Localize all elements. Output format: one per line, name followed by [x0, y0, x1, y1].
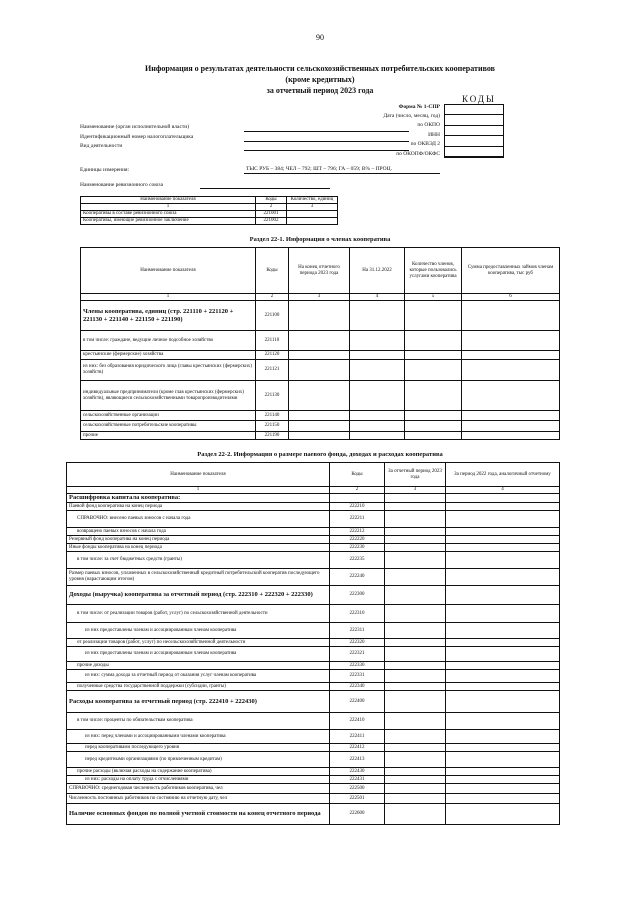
- row-code: 222430: [330, 768, 385, 776]
- value-cell[interactable]: [385, 730, 446, 744]
- value-cell[interactable]: [350, 331, 405, 351]
- table-row: [67, 804, 560, 825]
- row-code: 222240: [330, 569, 385, 586]
- row-code: 222211: [330, 511, 385, 528]
- row-code: 221110: [256, 331, 289, 351]
- value-cell[interactable]: [446, 639, 560, 647]
- row-name: из них: перед членами и ассоциированными членами кооператива: [67, 730, 330, 744]
- table-row: [81, 360, 560, 381]
- row-code: 222311: [330, 623, 385, 639]
- table-row: [67, 639, 560, 647]
- row-code: 222412: [330, 744, 385, 752]
- row-name: сельскохозяйственные организации: [81, 411, 256, 421]
- row-name: СПРАВОЧНО: внесено паевых взносов с начала года: [67, 511, 330, 528]
- value-cell[interactable]: [446, 768, 560, 776]
- row-name: индивидуальные предприниматели (кроме глав крестьянских (фермерских) хозяйств), являющиеся сельскохозяйственными товаропроизводителями: [81, 381, 256, 411]
- fund-col-num: 4: [446, 487, 560, 494]
- value-cell[interactable]: [385, 544, 446, 552]
- section-1-title: Раздел 22-1. Информация о членах кооператива: [249, 236, 391, 243]
- units-underline: [244, 173, 440, 174]
- value-cell[interactable]: [385, 569, 446, 586]
- row-name: Размер паевых взносов, уплаченных в сельскохозяйственный кредитный потребительский кооператив последующего уровня (нарастающим итогом): [67, 569, 330, 586]
- row-name: крестьянские (фермерские) хозяйства: [81, 351, 256, 360]
- table-row: [81, 331, 560, 351]
- value-cell[interactable]: [446, 586, 560, 605]
- table-row: [67, 544, 560, 552]
- row-name: СПРАВОЧНО: среднегодовая численность работников кооператива, чел: [67, 784, 330, 794]
- union-table-header-name: Наименование показателя: [81, 197, 256, 204]
- table-row: [67, 776, 560, 784]
- value-cell[interactable]: [405, 351, 462, 360]
- row-name: перед кооперативами последующего уровня: [67, 744, 330, 752]
- table-row: [81, 211, 338, 218]
- table-row: [81, 351, 560, 360]
- value-cell[interactable]: [405, 331, 462, 351]
- table-row: [81, 432, 560, 440]
- row-name: Кооперативы, имеющие ревизионное заключение: [81, 218, 256, 225]
- value-cell[interactable]: [405, 432, 462, 440]
- table-row: [67, 794, 560, 804]
- value-cell[interactable]: [405, 381, 462, 411]
- row-code: 222310: [330, 605, 385, 623]
- value-cell[interactable]: [385, 536, 446, 544]
- value-cell[interactable]: [289, 331, 350, 351]
- row-name: из них: без образования юридического лица (главы крестьянских (фермерских) хозяйств): [81, 360, 256, 381]
- row-code: 221140: [256, 411, 289, 421]
- row-name: Иные фонды кооператива на конец периода: [67, 544, 330, 552]
- title-line-1: Информация о результатах деятельности сельскохозяйственных потребительских кооперативов: [145, 64, 495, 73]
- row-code: 221120: [256, 351, 289, 360]
- codes-header: КОДЫ: [462, 94, 496, 104]
- fund-header-current: За отчетный период 2023 года: [385, 463, 446, 487]
- value-cell[interactable]: [446, 511, 560, 528]
- row-name: в том числе: проценты по обязательствам кооператива: [67, 713, 330, 730]
- value-cell[interactable]: [287, 211, 338, 218]
- value-cell[interactable]: [462, 411, 560, 421]
- value-cell[interactable]: [350, 360, 405, 381]
- value-cell[interactable]: [385, 752, 446, 768]
- row-name: Члены кооператива, единиц (стр. 221110 + 221120 + 221130 + 221140 + 221150 + 221190): [81, 301, 256, 331]
- table-row: [81, 421, 560, 432]
- row-code: 222600: [330, 804, 385, 825]
- row-name: Паевой фонд кооператива на конец периода: [67, 503, 330, 511]
- row-code: 222331: [330, 670, 385, 683]
- members-col-num: 1: [81, 294, 256, 301]
- value-cell[interactable]: [350, 421, 405, 432]
- value-cell[interactable]: [385, 511, 446, 528]
- row-name: из них предоставлены членам и ассоциированным членам кооператива: [67, 647, 330, 662]
- value-cell[interactable]: [446, 730, 560, 744]
- table-row: [67, 744, 560, 752]
- union-table-header-count: Количество, единиц: [287, 197, 338, 204]
- row-code: 222212: [330, 528, 385, 536]
- members-col-num: 5: [405, 294, 462, 301]
- okved-label: по ОКВЭД 2: [410, 141, 440, 147]
- org-name-label: Наименование (орган исполнительной власти): [80, 124, 190, 130]
- members-col-num: 6: [462, 294, 560, 301]
- tax-id-field[interactable]: [244, 141, 409, 142]
- value-cell[interactable]: [446, 569, 560, 586]
- union-label: Наименование ревизионного союза: [80, 182, 164, 188]
- value-cell[interactable]: [385, 784, 446, 794]
- union-field[interactable]: [200, 188, 330, 189]
- value-cell[interactable]: [446, 794, 560, 804]
- row-code: 222340: [330, 683, 385, 691]
- table-row: [81, 218, 338, 225]
- value-cell[interactable]: [446, 605, 560, 623]
- table-row: [67, 752, 560, 768]
- row-name: перед кредитными организациями (по привлеченным кредитам): [67, 752, 330, 768]
- value-cell[interactable]: [350, 381, 405, 411]
- row-name: Резервный фонд кооператива на конец периода: [67, 536, 330, 544]
- value-cell[interactable]: [446, 670, 560, 683]
- row-code: 222220: [330, 536, 385, 544]
- value-cell[interactable]: [385, 683, 446, 691]
- row-code: 221121: [256, 360, 289, 381]
- value-cell[interactable]: [385, 804, 446, 825]
- table-row: [81, 301, 560, 331]
- value-cell[interactable]: [385, 586, 446, 605]
- value-cell[interactable]: [385, 776, 446, 784]
- row-code: 222321: [330, 647, 385, 662]
- inn-label: ИНН: [428, 132, 440, 138]
- table-row: [67, 528, 560, 536]
- table-row: [67, 713, 560, 730]
- title-line-3: за отчетный период 2023 года: [266, 86, 374, 95]
- union-table-num: 1: [81, 204, 256, 211]
- row-code: 222413: [330, 752, 385, 768]
- value-cell[interactable]: [446, 647, 560, 662]
- members-header-name: Наименование показателя: [81, 248, 256, 294]
- row-code: 222300: [330, 586, 385, 605]
- value-cell[interactable]: [446, 752, 560, 768]
- row-name: полученные средства государственной поддержки (субсидии, гранты): [67, 683, 330, 691]
- members-table: [80, 247, 560, 440]
- table-row: [67, 691, 560, 713]
- value-cell[interactable]: [462, 351, 560, 360]
- value-cell[interactable]: [289, 411, 350, 421]
- title-line-2: (кроме кредитных): [285, 75, 355, 84]
- value-cell[interactable]: [446, 536, 560, 544]
- value-cell[interactable]: [385, 623, 446, 639]
- table-row: [67, 784, 560, 794]
- members-header-current: На конец отчетного периода 2023 года: [289, 248, 350, 294]
- table-row: [67, 569, 560, 586]
- row-name: сельскохозяйственные потребительские кооперативы: [81, 421, 256, 432]
- value-cell[interactable]: [385, 744, 446, 752]
- date-label: Дата (число, месяц, год): [383, 113, 440, 119]
- tax-id-label: Идентификационный номер налогоплательщика: [80, 134, 194, 140]
- value-cell[interactable]: [385, 670, 446, 683]
- units-value: ТЫС РУБ – 384; ЧЕЛ – 792; ШТ – 796; ГА – 059; В% – ПРОЦ.: [246, 166, 393, 172]
- value-cell[interactable]: [462, 331, 560, 351]
- table-row: [67, 536, 560, 544]
- row-code: 221190: [256, 432, 289, 440]
- row-code: 221100: [256, 301, 289, 331]
- fund-col-num: 3: [385, 487, 446, 494]
- value-cell[interactable]: [405, 360, 462, 381]
- value-cell[interactable]: [289, 351, 350, 360]
- fund-header-name: Наименование показателя: [67, 463, 330, 487]
- activity-label: Вид деятельности: [80, 143, 123, 149]
- fund-col-num: 1: [67, 487, 330, 494]
- row-code: 222320: [330, 639, 385, 647]
- value-cell[interactable]: [385, 528, 446, 536]
- members-col-num: 4: [350, 294, 405, 301]
- row-name: Кооперативы в составе ревизионного союза: [81, 211, 256, 218]
- value-cell[interactable]: [350, 301, 405, 331]
- code-cell-inn[interactable]: [445, 136, 503, 146]
- fund-header-code: Коды: [330, 463, 385, 487]
- row-name: Наличие основных фондов по полной учетной стоимости на конец отчетного периода: [67, 804, 330, 825]
- value-cell[interactable]: [385, 794, 446, 804]
- row-code: 222410: [330, 713, 385, 730]
- row-code: 221001: [256, 211, 287, 218]
- row-code: 222500: [330, 784, 385, 794]
- value-cell[interactable]: [446, 713, 560, 730]
- fund-col-num: 2: [330, 487, 385, 494]
- value-cell[interactable]: [446, 776, 560, 784]
- code-cell-date[interactable]: [445, 115, 503, 125]
- members-header-prior: На 31.12.2022: [350, 248, 405, 294]
- row-name: в том числе: граждане, ведущие личное подсобное хозяйство: [81, 331, 256, 351]
- row-code: 222230: [330, 544, 385, 552]
- row-code: [330, 494, 385, 503]
- value-cell[interactable]: [405, 301, 462, 331]
- value-cell[interactable]: [289, 381, 350, 411]
- value-cell[interactable]: [446, 494, 560, 503]
- value-cell[interactable]: [462, 360, 560, 381]
- units-label: Единицы измерения:: [80, 167, 130, 173]
- table-row: [67, 683, 560, 691]
- code-cell-okpo[interactable]: [445, 126, 503, 136]
- table-row: [67, 605, 560, 623]
- table-row: [67, 503, 560, 511]
- row-name: в том числе: за счет бюджетных средств (гранты): [67, 552, 330, 569]
- union-table-num: 3: [287, 204, 338, 211]
- row-name: от реализации товаров (работ, услуг) по несельскохозяйственной деятельности: [67, 639, 330, 647]
- table-row: [67, 670, 560, 683]
- value-cell[interactable]: [405, 411, 462, 421]
- value-cell[interactable]: [287, 218, 338, 225]
- row-code: 222411: [330, 730, 385, 744]
- union-table: [80, 196, 338, 225]
- page-number: 90: [316, 33, 324, 42]
- form-number: Форма № 1-СПР: [398, 104, 440, 110]
- value-cell[interactable]: [462, 301, 560, 331]
- code-cell-okopf[interactable]: [445, 157, 503, 166]
- section-2-title: Раздел 22-2. Информация о размере паевого фонда, доходах и расходах кооператива: [197, 451, 443, 458]
- row-code: 222330: [330, 662, 385, 670]
- union-table-num: 2: [256, 204, 287, 211]
- row-name: прочие расходы (включая расходы на содержание кооператива): [67, 768, 330, 776]
- union-table-header-code: Коды: [256, 197, 287, 204]
- value-cell[interactable]: [289, 432, 350, 440]
- value-cell[interactable]: [462, 381, 560, 411]
- row-name: прочие: [81, 432, 256, 440]
- report-title: [80, 63, 560, 96]
- value-cell[interactable]: [446, 544, 560, 552]
- value-cell[interactable]: [446, 623, 560, 639]
- table-row: [67, 647, 560, 662]
- row-code: 222400: [330, 691, 385, 713]
- value-cell[interactable]: [446, 804, 560, 825]
- row-code: 221130: [256, 381, 289, 411]
- members-header-users: Количество членов, которые пользовались услугами кооператива: [405, 248, 462, 294]
- table-row: [67, 730, 560, 744]
- value-cell[interactable]: [385, 605, 446, 623]
- row-name: Расшифровка капитала кооператива:: [67, 494, 330, 503]
- row-name: прочие доходы: [67, 662, 330, 670]
- table-row: [67, 511, 560, 528]
- table-row: [81, 381, 560, 411]
- value-cell[interactable]: [462, 432, 560, 440]
- members-header-code: Коды: [256, 248, 289, 294]
- value-cell[interactable]: [289, 301, 350, 331]
- value-cell[interactable]: [446, 552, 560, 569]
- value-cell[interactable]: [289, 360, 350, 381]
- table-row: [67, 623, 560, 639]
- value-cell[interactable]: [446, 683, 560, 691]
- codes-box: [444, 104, 504, 158]
- row-code: 222431: [330, 776, 385, 784]
- table-row: [81, 411, 560, 421]
- value-cell[interactable]: [446, 744, 560, 752]
- row-code: 222501: [330, 794, 385, 804]
- row-name: Численность постоянных работников по состоянию на отчетную дату, чел: [67, 794, 330, 804]
- row-code: 222210: [330, 503, 385, 511]
- value-cell[interactable]: [350, 411, 405, 421]
- org-name-field[interactable]: [244, 131, 409, 132]
- row-name: Расходы кооператива за отчетный период (стр. 222410 + 222430): [67, 691, 330, 713]
- value-cell[interactable]: [446, 662, 560, 670]
- okopf-label: по ОКОПФ/ОКФС: [396, 151, 440, 157]
- members-header-loans: Сумма предоставленных займов членам кооператива, тыс руб: [462, 248, 560, 294]
- row-name: Доходы (выручка) кооператива за отчетный период (стр. 222310 + 222320 + 222330): [67, 586, 330, 605]
- value-cell[interactable]: [385, 494, 446, 503]
- members-col-num: 2: [256, 294, 289, 301]
- table-row: [67, 586, 560, 605]
- value-cell[interactable]: [385, 662, 446, 670]
- value-cell[interactable]: [385, 713, 446, 730]
- code-cell-okved[interactable]: [445, 147, 503, 157]
- value-cell[interactable]: [446, 528, 560, 536]
- row-code: 221002: [256, 218, 287, 225]
- table-row: [67, 662, 560, 670]
- row-code: 221150: [256, 421, 289, 432]
- value-cell[interactable]: [385, 647, 446, 662]
- value-cell[interactable]: [289, 421, 350, 432]
- value-cell[interactable]: [385, 639, 446, 647]
- value-cell[interactable]: [350, 351, 405, 360]
- value-cell[interactable]: [350, 432, 405, 440]
- row-name: из них: расходы на оплату труда с отчислениями: [67, 776, 330, 784]
- members-col-num: 3: [289, 294, 350, 301]
- row-name: из них предоставлены членам и ассоциированным членам кооператива: [67, 623, 330, 639]
- value-cell[interactable]: [385, 768, 446, 776]
- table-row: [67, 768, 560, 776]
- value-cell[interactable]: [385, 503, 446, 511]
- row-name: из них: сумма дохода за отчетный период от оказания услуг членам кооператива: [67, 670, 330, 683]
- fund-table: [66, 462, 560, 825]
- value-cell[interactable]: [446, 784, 560, 794]
- row-name: возвращено паевых взносов с начала года: [67, 528, 330, 536]
- table-row: [67, 552, 560, 569]
- table-row: [67, 494, 560, 503]
- value-cell[interactable]: [385, 691, 446, 713]
- row-name: в том числе: от реализации товаров (работ, услуг) по сельскохозяйственной деятельности: [67, 605, 330, 623]
- fund-header-prior: За период 2022 года, аналогичный отчетному: [446, 463, 560, 487]
- value-cell[interactable]: [405, 421, 462, 432]
- code-cell-form[interactable]: [445, 105, 503, 115]
- value-cell[interactable]: [385, 552, 446, 569]
- value-cell[interactable]: [462, 421, 560, 432]
- okpo-label: по ОКПО: [417, 122, 440, 128]
- activity-field[interactable]: [244, 150, 409, 151]
- value-cell[interactable]: [446, 503, 560, 511]
- row-code: 222235: [330, 552, 385, 569]
- value-cell[interactable]: [446, 691, 560, 713]
